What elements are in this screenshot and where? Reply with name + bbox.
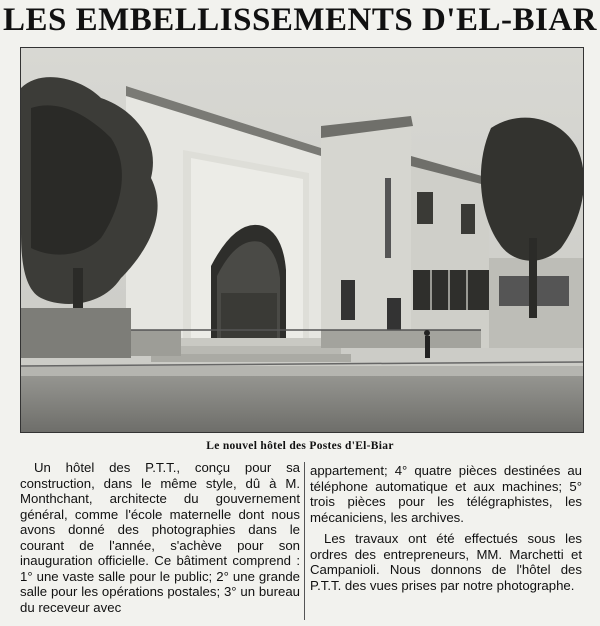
post-office-photo <box>20 47 584 433</box>
headline: LES EMBELLISSEMENTS D'EL-BIAR <box>2 2 597 38</box>
article-paragraph: Un hôtel des P.T.T., conçu pour sa construction, dans le même style, dû à M. Monthchant, architecte du gouvernement général, comme l'école maternelle dont nous avons donné des photographies dans le courant de l'année, s'achève pour son inauguration officielle. Ce bâtiment comprend : 1° une vaste salle pour le public; 2° une grande salle pour les opérations postales; 3° un bureau du receveur avec <box>20 460 300 615</box>
article-paragraph: Les travaux ont été effectués sous les ordres des entrepreneurs, MM. Marchetti et Campanioli. Nous donnons de l'hôtel des P.T.T. des vues prises par notre photographe. <box>310 531 582 593</box>
article-column-left <box>20 460 300 615</box>
article-column-right <box>310 463 582 593</box>
photo-caption: Le nouvel hôtel des Postes d'El-Biar <box>206 440 394 452</box>
post-office-building-image <box>21 48 583 432</box>
article-paragraph: appartement; 4° quatre pièces destinées au téléphone automatique et aux machines; 5° trois pièces pour les télégraphistes, les mécaniciens, les archives. <box>310 463 582 525</box>
column-divider <box>304 462 305 620</box>
